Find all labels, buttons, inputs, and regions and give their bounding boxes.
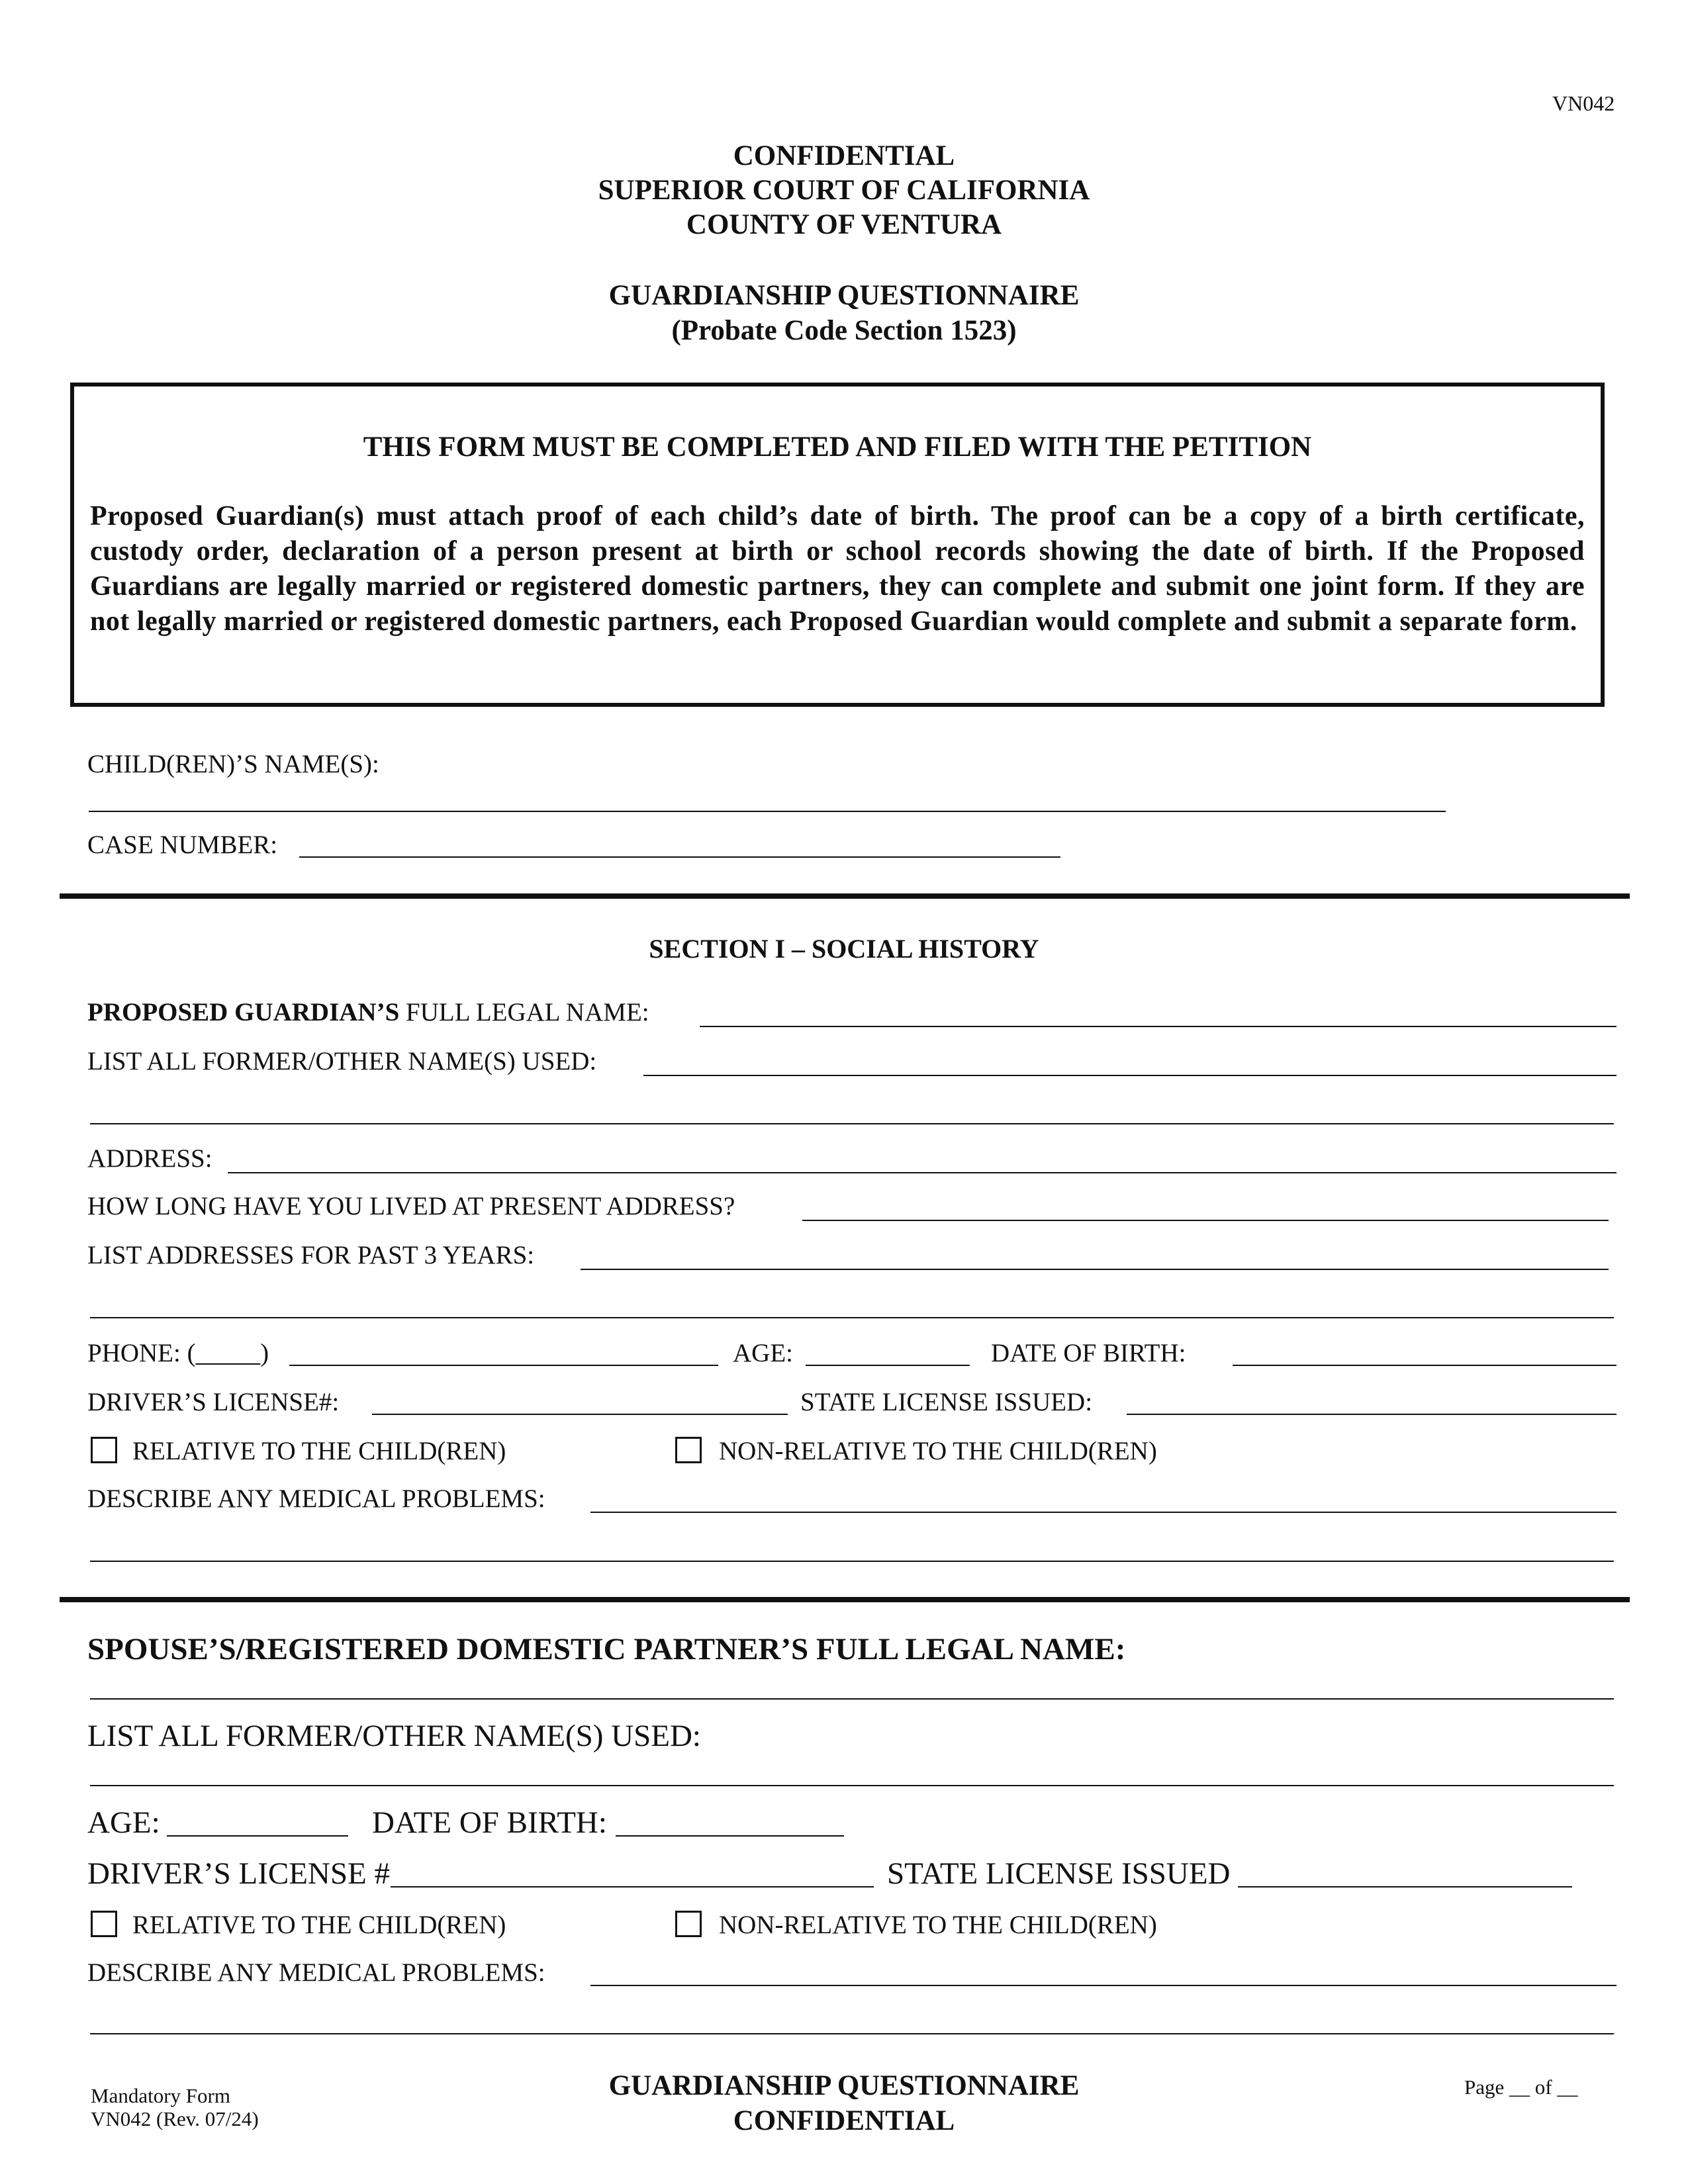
spouse-age-field[interactable] bbox=[167, 1835, 348, 1837]
state-license-field[interactable] bbox=[1127, 1414, 1617, 1415]
footer-title: GUARDIANSHIP QUESTIONNAIRE bbox=[608, 2070, 1080, 2101]
header-county: COUNTY OF VENTURA bbox=[686, 209, 1002, 240]
section1-title: SECTION I – SOCIAL HISTORY bbox=[649, 934, 1039, 964]
guardian-name-label-rest: FULL LEGAL NAME: bbox=[399, 998, 649, 1026]
spouse-name-label: SPOUSE’S/REGISTERED DOMESTIC PARTNER’S FULL LEGAL NAME: bbox=[87, 1632, 1126, 1666]
case-number-label: CASE NUMBER: bbox=[87, 831, 278, 859]
spouse-name-field[interactable] bbox=[90, 1698, 1614, 1700]
spouse-dob-label: DATE OF BIRTH: bbox=[372, 1805, 607, 1840]
footer-page: Page __ of __ bbox=[1464, 2075, 1578, 2099]
medical-field[interactable] bbox=[590, 1512, 1617, 1513]
spouse-dob-field[interactable] bbox=[616, 1835, 844, 1837]
spouse-nonrelative-checkbox[interactable] bbox=[675, 1911, 702, 1937]
age-label: AGE: bbox=[733, 1339, 793, 1367]
relative-label: RELATIVE TO THE CHILD(REN) bbox=[132, 1437, 506, 1465]
medical-label: DESCRIBE ANY MEDICAL PROBLEMS: bbox=[87, 1484, 545, 1513]
children-names-label: CHILD(REN)’S NAME(S): bbox=[87, 750, 379, 778]
spouse-relative-checkbox[interactable] bbox=[91, 1911, 117, 1937]
past-addresses-label: LIST ADDRESSES FOR PAST 3 YEARS: bbox=[87, 1241, 535, 1269]
spouse-state-license-field[interactable] bbox=[1238, 1886, 1572, 1888]
children-names-field[interactable] bbox=[89, 811, 1446, 812]
guardian-former-names-field-2[interactable] bbox=[90, 1123, 1614, 1124]
past-addresses-field-2[interactable] bbox=[90, 1317, 1614, 1318]
case-number-field[interactable] bbox=[299, 856, 1060, 858]
relative-checkbox[interactable] bbox=[91, 1437, 117, 1463]
how-long-field[interactable] bbox=[802, 1220, 1609, 1221]
spouse-license-label: DRIVER’S LICENSE # bbox=[87, 1856, 390, 1891]
medical-field-2[interactable] bbox=[90, 1561, 1614, 1562]
notice-box bbox=[70, 383, 1605, 707]
age-field[interactable] bbox=[806, 1365, 970, 1366]
address-label: ADDRESS: bbox=[87, 1144, 212, 1173]
footer-revision: VN042 (Rev. 07/24) bbox=[91, 2107, 259, 2130]
form-subtitle: (Probate Code Section 1523) bbox=[671, 315, 1017, 346]
spouse-nonrelative-label: NON-RELATIVE TO THE CHILD(REN) bbox=[719, 1911, 1157, 1939]
footer-confidential: CONFIDENTIAL bbox=[733, 2105, 955, 2136]
state-license-label: STATE LICENSE ISSUED: bbox=[800, 1388, 1093, 1416]
notice-title: THIS FORM MUST BE COMPLETED AND FILED WITH THE PETITION bbox=[363, 432, 1312, 463]
section-divider bbox=[60, 893, 1630, 899]
how-long-label: HOW LONG HAVE YOU LIVED AT PRESENT ADDRESS? bbox=[87, 1192, 735, 1220]
spouse-medical-label: DESCRIBE ANY MEDICAL PROBLEMS: bbox=[87, 1958, 545, 1987]
form-title: GUARDIANSHIP QUESTIONNAIRE bbox=[608, 280, 1080, 311]
nonrelative-label: NON-RELATIVE TO THE CHILD(REN) bbox=[719, 1437, 1157, 1465]
notice-body: Proposed Guardian(s) must attach proof of each child’s date of birth. The proof can be a copy of a birth certificate, custody order, declaration of a person present at birth or school records showing the date of birth. If the Proposed Guardians are legally married or registered domestic partners, they can complete and submit one joint form. If they are not legally married or registered domestic partners, each Proposed Guardian would complete and submit a separate form. bbox=[90, 501, 1585, 637]
header-court: SUPERIOR COURT OF CALIFORNIA bbox=[598, 175, 1090, 206]
dob-label: DATE OF BIRTH: bbox=[991, 1339, 1186, 1367]
license-label: DRIVER’S LICENSE#: bbox=[87, 1388, 340, 1416]
footer-mandatory: Mandatory Form bbox=[91, 2084, 230, 2107]
past-addresses-field[interactable] bbox=[581, 1269, 1609, 1270]
address-field[interactable] bbox=[228, 1172, 1617, 1173]
spouse-age-label: AGE: bbox=[87, 1805, 160, 1840]
header-confidential: CONFIDENTIAL bbox=[733, 140, 955, 171]
guardian-name-field[interactable] bbox=[700, 1026, 1617, 1027]
spouse-relative-label: RELATIVE TO THE CHILD(REN) bbox=[132, 1911, 506, 1939]
guardian-name-label bbox=[87, 999, 649, 1025]
phone-field[interactable] bbox=[289, 1365, 718, 1366]
spouse-license-field[interactable] bbox=[391, 1886, 874, 1888]
spouse-medical-field[interactable] bbox=[590, 1985, 1617, 1986]
spouse-former-names-label: LIST ALL FORMER/OTHER NAME(S) USED: bbox=[87, 1719, 701, 1753]
license-field[interactable] bbox=[372, 1414, 788, 1415]
guardian-former-names-field[interactable] bbox=[643, 1075, 1617, 1076]
spouse-state-license-label: STATE LICENSE ISSUED bbox=[887, 1856, 1231, 1891]
spouse-divider bbox=[60, 1597, 1630, 1602]
guardian-former-names-label: LIST ALL FORMER/OTHER NAME(S) USED: bbox=[87, 1047, 597, 1075]
nonrelative-checkbox[interactable] bbox=[675, 1437, 702, 1463]
spouse-medical-field-2[interactable] bbox=[90, 2033, 1614, 2034]
guardian-name-label-bold: PROPOSED GUARDIAN’S bbox=[87, 998, 400, 1026]
spouse-former-names-field[interactable] bbox=[90, 1785, 1614, 1786]
form-id: VN042 bbox=[1552, 91, 1615, 115]
dob-field[interactable] bbox=[1233, 1365, 1617, 1366]
phone-label: PHONE: (_____) bbox=[87, 1339, 269, 1367]
